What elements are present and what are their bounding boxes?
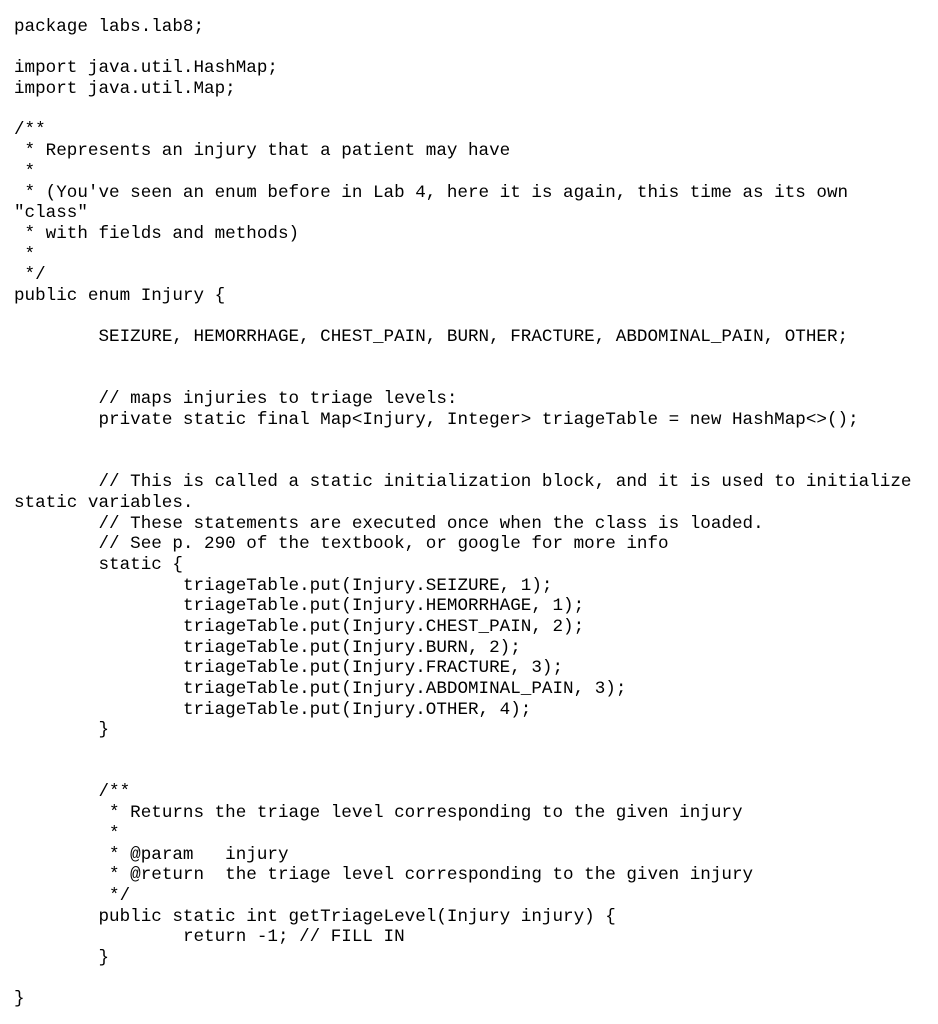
code-line: "class" (14, 203, 88, 224)
code-line (14, 762, 934, 783)
code-line (14, 369, 934, 390)
code-line: triageTable.put(Injury.OTHER, 4); (14, 699, 532, 720)
code-line: triageTable.put(Injury.BURN, 2); (14, 637, 521, 658)
code-line (14, 307, 934, 328)
code-line: */ (14, 265, 46, 286)
code-line: triageTable.put(Injury.SEIZURE, 1); (14, 575, 553, 596)
code-line: triageTable.put(Injury.CHEST_PAIN, 2); (14, 616, 585, 637)
code-line: triageTable.put(Injury.FRACTURE, 3); (14, 658, 564, 679)
code-line: static variables. (14, 492, 194, 513)
code-line (14, 38, 934, 59)
code-line: public static int getTriageLevel(Injury injury) { (14, 906, 616, 927)
code-line: * (14, 161, 36, 182)
code-line: * (14, 244, 36, 265)
code-line: * Represents an injury that a patient may have (14, 141, 511, 162)
code-line (14, 741, 934, 762)
code-line: package labs.lab8; (14, 17, 205, 37)
code-line: import java.util.HashMap; (14, 58, 278, 79)
code-line: */ (14, 885, 131, 906)
code-line: * @return the triage level corresponding to the given injury (14, 865, 754, 886)
code-line: public enum Injury { (14, 285, 226, 306)
code-line: * (You've seen an enum before in Lab 4, here it is again, this time as its own (14, 182, 849, 203)
code-line: // See p. 290 of the textbook, or google for more info (14, 534, 669, 555)
code-line: SEIZURE, HEMORRHAGE, CHEST_PAIN, BURN, FRACTURE, ABDOMINAL_PAIN, OTHER; (14, 327, 849, 348)
code-document (14, 17, 934, 1010)
code-line: /** (14, 120, 46, 141)
code-line: // This is called a static initialization block, and it is used to initialize (14, 472, 912, 493)
code-line: /** (14, 782, 131, 803)
code-line: // maps injuries to triage levels: (14, 389, 458, 410)
code-line: } (14, 947, 110, 968)
code-line: triageTable.put(Injury.HEMORRHAGE, 1); (14, 596, 585, 617)
code-line (14, 100, 934, 121)
code-line: * @param injury (14, 844, 289, 865)
code-line: } (14, 720, 110, 741)
code-line: return -1; // FILL IN (14, 927, 405, 948)
code-line: * (14, 823, 120, 844)
code-line: import java.util.Map; (14, 79, 236, 100)
code-line: triageTable.put(Injury.ABDOMINAL_PAIN, 3); (14, 679, 627, 699)
code-line: private static final Map<Injury, Integer> triageTable = new HashMap<>(); (14, 410, 859, 431)
code-line (14, 969, 934, 990)
code-line (14, 348, 934, 369)
code-line: * with fields and methods) (14, 223, 300, 244)
code-line (14, 431, 934, 452)
code-line: // These statements are executed once when the class is loaded. (14, 513, 764, 534)
code-line: * Returns the triage level corresponding to the given injury (14, 803, 743, 824)
code-line: static { (14, 554, 183, 575)
code-line: } (14, 989, 25, 1010)
code-line (14, 451, 934, 472)
